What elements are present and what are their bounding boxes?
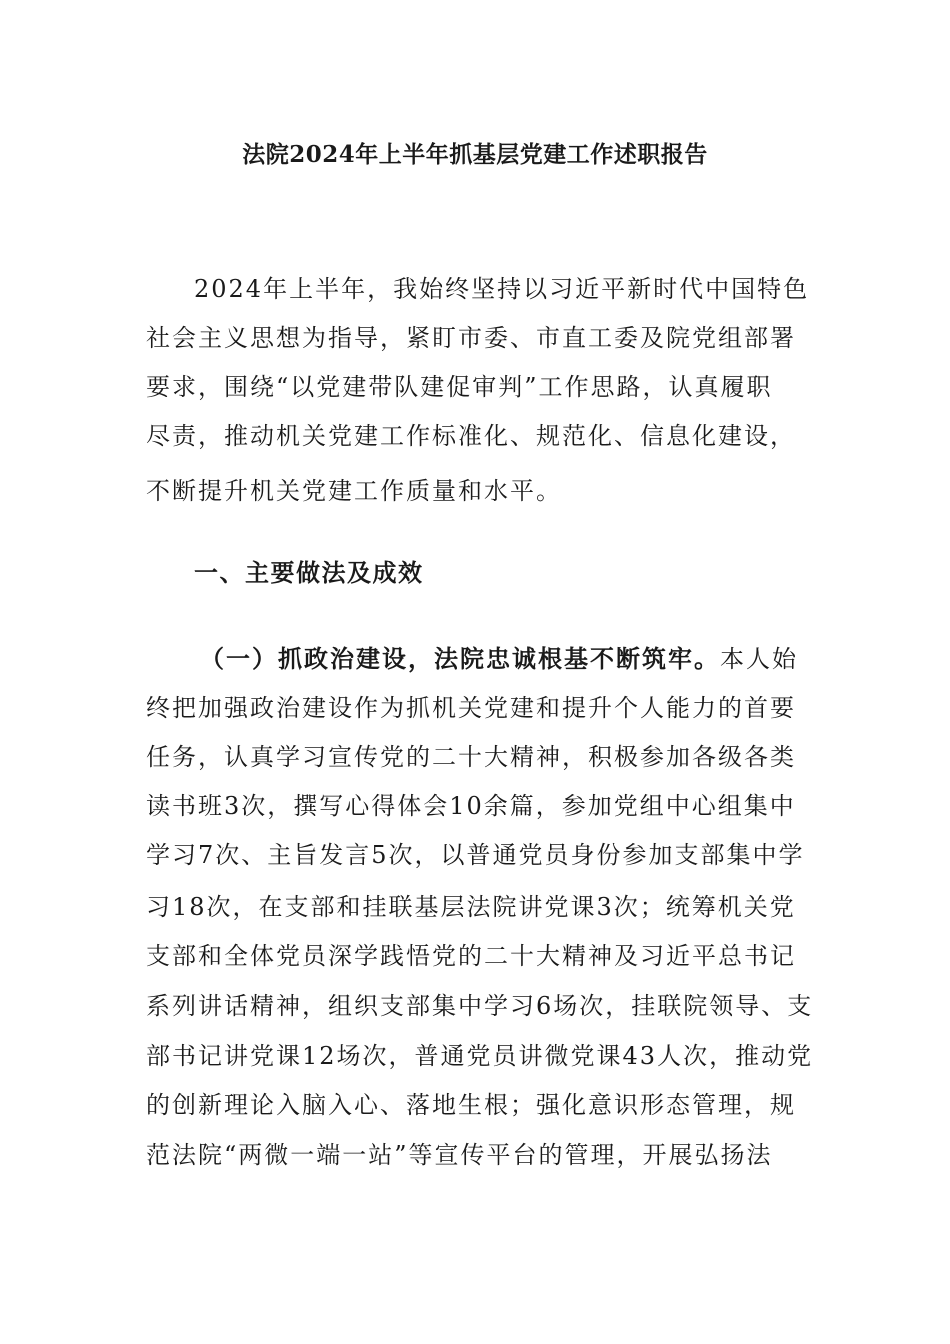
section-heading-1: 一、主要做法及成效	[194, 558, 424, 587]
intro-line-5: 不断提升机关党建工作质量和水平。	[146, 477, 562, 505]
body-line-4: 学习7次、主旨发言5次，以普通党员身份参加支部集中学	[146, 841, 805, 869]
body-line-7: 系列讲话精神，组织支部集中学习6场次，挂联院领导、支	[146, 992, 814, 1020]
subsection-1-lead-rest: 本人始	[720, 645, 798, 673]
intro-line-4: 尽责，推动机关党建工作标准化、规范化、信息化建设，	[146, 422, 796, 450]
body-line-6: 支部和全体党员深学践悟党的二十大精神及习近平总书记	[146, 942, 796, 970]
intro-line-2: 社会主义思想为指导，紧盯市委、市直工委及院党组部署	[146, 324, 796, 352]
subsection-1-first-line	[200, 644, 860, 674]
body-line-3: 读书班3次，撰写心得体会10余篇，参加党组中心组集中	[146, 792, 796, 820]
body-line-10: 范法院“两微一端一站”等宣传平台的管理，开展弘扬法	[146, 1141, 773, 1169]
intro-line-3: 要求，围绕“以党建带队建促审判”工作思路，认真履职	[146, 373, 773, 401]
body-line-2: 任务，认真学习宣传党的二十大精神，积极参加各级各类	[146, 743, 796, 771]
body-line-1: 终把加强政治建设作为抓机关党建和提升个人能力的首要	[146, 694, 796, 722]
body-line-9: 的创新理论入脑入心、落地生根；强化意识形态管理，规	[146, 1091, 796, 1119]
body-line-5: 习18次，在支部和挂联基层法院讲党课3次；统筹机关党	[146, 893, 796, 921]
document-title: 法院2024年上半年抓基层党建工作述职报告	[242, 141, 708, 168]
body-line-8: 部书记讲党课12场次，普通党员讲微党课43人次，推动党	[146, 1042, 814, 1070]
subsection-1-lead: （一）抓政治建设，法院忠诚根基不断筑牢。	[200, 644, 720, 673]
intro-line-1: 2024年上半年，我始终坚持以习近平新时代中国特色	[194, 275, 810, 303]
